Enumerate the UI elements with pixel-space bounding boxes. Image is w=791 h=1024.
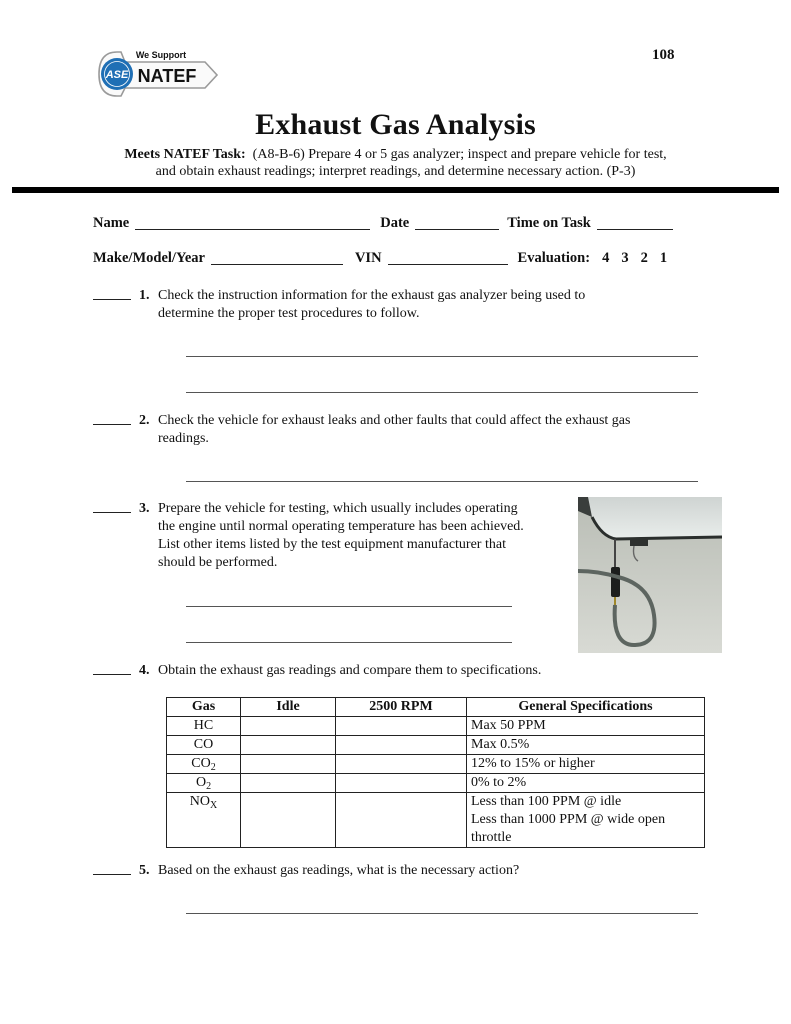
- gas-o2: [167, 774, 241, 793]
- step-4-number: 4.: [139, 663, 150, 678]
- nox-spec: [467, 793, 705, 848]
- table-row-co: [167, 736, 705, 755]
- nox-spec-line-3: throttle: [471, 830, 512, 845]
- step-5-answer-line[interactable]: [186, 913, 698, 914]
- table-row-co2: [167, 755, 705, 774]
- step-3: [93, 500, 524, 572]
- step-4-checkoff-field[interactable]: [93, 662, 131, 675]
- gas-label: CO: [193, 737, 214, 752]
- co-idle-cell[interactable]: [241, 736, 336, 755]
- table-header-row: [167, 698, 705, 717]
- time-on-task-label: Time on Task: [507, 215, 591, 231]
- task-text-line-1: (A8-B-6) Prepare 4 or 5 gas analyzer; inspect and prepare vehicle for test,: [252, 147, 667, 162]
- step-2-number: 2.: [139, 413, 150, 428]
- o2-2500rpm-cell[interactable]: [336, 774, 467, 793]
- step-5-checkoff-field[interactable]: [93, 862, 131, 875]
- vin-label: VIN: [354, 250, 382, 266]
- nox-spec-line-1: Less than 100 PPM @ idle: [471, 794, 622, 809]
- name-field[interactable]: [135, 216, 370, 230]
- logo-top-text: We Support: [135, 50, 187, 60]
- o2-spec: 0% to 2%: [467, 774, 705, 793]
- header-divider: [12, 187, 779, 193]
- gas-label: O: [195, 775, 207, 790]
- ase-natef-logo: [95, 44, 230, 104]
- task-text-line-2: and obtain exhaust readings; interpret readings, and determine necessary action. (P-3): [155, 164, 636, 179]
- step-3-line-3: List other items listed by the test equipment manufacturer that: [158, 537, 506, 552]
- gas-hc: [167, 717, 241, 736]
- exhaust-gas-readings-table: [166, 697, 705, 848]
- table-row-hc: [167, 717, 705, 736]
- hc-idle-cell[interactable]: [241, 717, 336, 736]
- gas-subscript: 2: [206, 781, 212, 792]
- page-title: Exhaust Gas Analysis: [255, 108, 536, 141]
- table-row-o2: [167, 774, 705, 793]
- step-2: [93, 412, 630, 448]
- step-1-answer-line-1[interactable]: [186, 356, 698, 357]
- evaluation-label: Evaluation:: [517, 250, 591, 266]
- header-general-specifications: General Specifications: [467, 698, 705, 717]
- step-4: [93, 662, 541, 680]
- natef-task-description: [0, 146, 791, 180]
- table-row-nox: [167, 793, 705, 848]
- step-3-answer-line-1[interactable]: [186, 606, 512, 607]
- step-2-line-2: readings.: [158, 431, 209, 446]
- o2-idle-cell[interactable]: [241, 774, 336, 793]
- step-1-checkoff-field[interactable]: [93, 287, 131, 300]
- co2-spec: 12% to 15% or higher: [467, 755, 705, 774]
- page-number: 108: [652, 47, 675, 63]
- gas-label: NO: [189, 794, 210, 809]
- time-on-task-field[interactable]: [597, 216, 673, 230]
- gas-label: HC: [193, 718, 214, 733]
- step-1: [93, 287, 585, 323]
- co2-idle-cell[interactable]: [241, 755, 336, 774]
- step-1-line-1: Check the instruction information for the exhaust gas analyzer being used to: [158, 288, 586, 303]
- co-spec: Max 0.5%: [467, 736, 705, 755]
- gas-co: [167, 736, 241, 755]
- vehicle-info-row: [93, 250, 667, 267]
- header-idle: Idle: [241, 698, 336, 717]
- evaluation-score-4[interactable]: 4: [602, 250, 610, 266]
- header-gas: Gas: [167, 698, 241, 717]
- logo-badge-text: ASE: [105, 69, 129, 81]
- logo-main-text: NATEF: [137, 66, 197, 86]
- step-3-line-2: the engine until normal operating temperature has been achieved.: [158, 519, 524, 534]
- evaluation-score-1[interactable]: 1: [659, 250, 668, 266]
- make-model-year-field[interactable]: [211, 251, 343, 265]
- date-field[interactable]: [415, 216, 499, 230]
- nox-idle-cell[interactable]: [241, 793, 336, 848]
- step-1-answer-line-2[interactable]: [186, 392, 698, 393]
- evaluation-score-2[interactable]: 2: [640, 250, 648, 266]
- ase-natef-key-logo-icon: [95, 44, 230, 104]
- gas-label: CO: [191, 756, 211, 771]
- step-5-number: 5.: [139, 863, 150, 878]
- step-1-text: [158, 287, 585, 323]
- header-2500-rpm: 2500 RPM: [336, 698, 467, 717]
- hc-spec: Max 50 PPM: [467, 717, 705, 736]
- name-label: Name: [93, 215, 130, 231]
- step-5: [93, 862, 519, 880]
- step-2-text: [158, 412, 630, 448]
- step-3-answer-line-2[interactable]: [186, 642, 512, 643]
- task-label: Meets NATEF Task:: [124, 147, 246, 162]
- gas-subscript: 2: [210, 762, 216, 773]
- step-2-answer-line[interactable]: [186, 481, 698, 482]
- step-1-line-2: determine the proper test procedures to follow.: [158, 306, 420, 321]
- step-5-text: Based on the exhaust gas readings, what is the necessary action?: [158, 863, 520, 878]
- step-3-number: 3.: [139, 501, 150, 516]
- step-1-number: 1.: [139, 288, 150, 303]
- step-3-checkoff-field[interactable]: [93, 500, 131, 513]
- step-3-text: [158, 500, 524, 572]
- co-2500rpm-cell[interactable]: [336, 736, 467, 755]
- nox-spec-line-2: Less than 1000 PPM @ wide open: [471, 812, 666, 827]
- date-label: Date: [380, 215, 410, 231]
- evaluation-score-3[interactable]: 3: [621, 250, 629, 266]
- vin-field[interactable]: [388, 251, 508, 265]
- step-3-line-4: should be performed.: [158, 555, 278, 570]
- step-4-text: Obtain the exhaust gas readings and compare them to specifications.: [158, 663, 542, 678]
- gas-subscript: X: [210, 800, 218, 811]
- student-info-row: [93, 215, 679, 232]
- nox-2500rpm-cell[interactable]: [336, 793, 467, 848]
- step-3-line-1: Prepare the vehicle for testing, which usually includes operating: [158, 501, 518, 516]
- exhaust-gas-analyzer-probe-image-icon: [578, 497, 722, 653]
- co2-2500rpm-cell[interactable]: [336, 755, 467, 774]
- exhaust-probe-photo: [578, 497, 722, 653]
- make-model-year-label: Make/Model/Year: [93, 250, 205, 266]
- gas-nox: [167, 793, 241, 848]
- hc-2500rpm-cell[interactable]: [336, 717, 467, 736]
- task-line-1: [0, 146, 791, 163]
- gas-co2: [167, 755, 241, 774]
- step-2-line-1: Check the vehicle for exhaust leaks and other faults that could affect the exhaust gas: [158, 413, 631, 428]
- step-2-checkoff-field[interactable]: [93, 412, 131, 425]
